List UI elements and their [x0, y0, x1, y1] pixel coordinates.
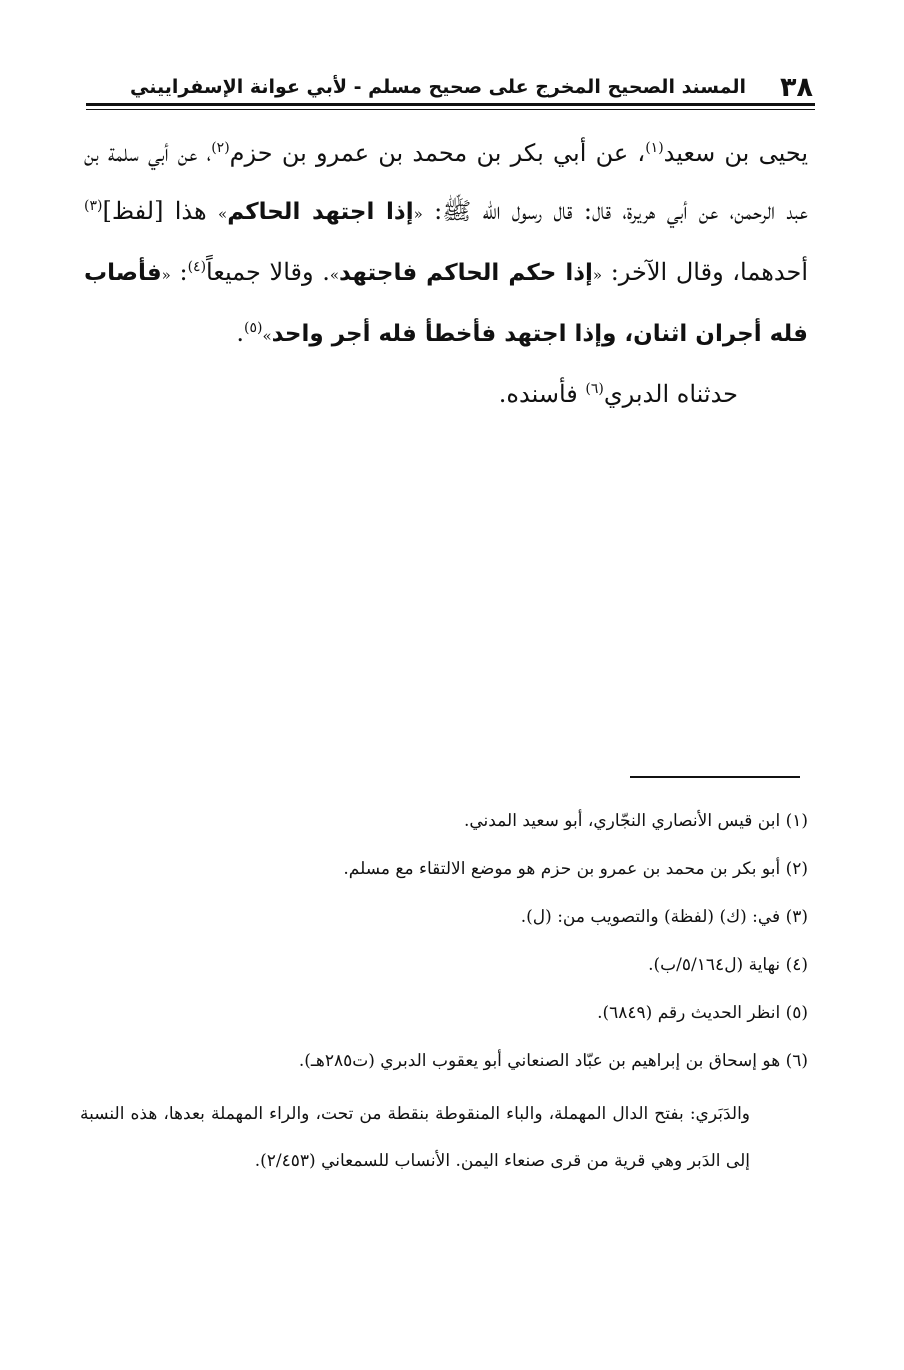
quote-open: « [592, 266, 603, 284]
footnote-ref: (٢) [211, 140, 230, 156]
header-rule-thin [86, 109, 815, 110]
text-segment: أحدهما، وقال الآخر: [602, 258, 808, 286]
isnad-paragraph [84, 365, 808, 423]
text-segment: هذا [لفظ] [102, 197, 218, 225]
footnotes [80, 797, 808, 1185]
page-header [88, 72, 813, 102]
footnote-ref: (٦) [585, 381, 604, 397]
text-segment: يحيى بن سعيد [663, 139, 808, 167]
footnote-2: (٢) أبو بكر بن محمد بن عمرو بن حزم هو موضع الالتقاء مع مسلم. [343, 859, 808, 879]
footnote-separator [630, 776, 800, 778]
footnote-4: (٤) نهاية (ل٥/١٦٤/ب). [648, 955, 808, 975]
text-segment: . وقالا جميعاً [206, 258, 330, 286]
footnote-6-continuation: والدَبَري: بفتح الدال المهملة، والباء المنقوطة بنقطة من تحت، والراء المهملة بعدها، هذه النسبة إلى الدَبر وهي قرية من قرى صنعاء اليمن. الأنساب للسمعاني (٢/٤٥٣). [80, 1104, 750, 1171]
running-title: المسند الصحيح المخرج على صحيح مسلم - لأبي عوانة الإسفراييني [130, 76, 747, 98]
text-segment: : [170, 258, 188, 286]
quote-open: « [413, 205, 423, 223]
header-rule-thick [86, 103, 815, 106]
text-segment: . [236, 319, 244, 347]
footnote-ref: (٥) [243, 320, 263, 336]
text-segment: ، عن أبي بكر بن محمد بن عمرو بن حزم [229, 139, 646, 167]
text-segment: فأسنده. [498, 380, 586, 408]
main-text [84, 124, 808, 423]
text-segment: ، عن أبي سلمة بن عبد الرحمن، عن أبي هريرة، قال: قال رسول الله ﷺ: [84, 139, 809, 225]
footnote-ref: (٤) [187, 259, 207, 275]
quote-close: » [262, 327, 272, 345]
hadith-paragraph [84, 124, 808, 365]
quote-close: » [218, 205, 228, 223]
hadith-matn-bold: إذا حكم الحاكم فاجتهد [339, 260, 593, 286]
footnote-ref: (١) [645, 140, 664, 156]
footnote-ref: (٣) [84, 198, 103, 214]
quote-open: « [161, 266, 171, 284]
page-number: ٣٨ [780, 71, 813, 103]
text-segment: حدثناه الدبري [603, 380, 738, 408]
footnote-1: (١) ابن قيس الأنصاري النجّاري، أبو سعيد المدني. [463, 811, 808, 831]
hadith-matn-bold: فأصاب فله أجران اثنان، وإذا اجتهد فأخطأ فله أجر واحد [84, 260, 808, 347]
quote-close: » [329, 266, 340, 284]
footnote-3: (٣) في: (ك) (لفظة) والتصويب من: (ل). [520, 907, 808, 927]
footnote-6: (٦) هو إسحاق بن إبراهيم بن عبّاد الصنعاني أبو يعقوب الدبري (ت٢٨٥هـ). [298, 1051, 808, 1071]
footnote-5: (٥) انظر الحديث رقم (٦٨٤٩). [597, 1003, 808, 1023]
hadith-matn-bold: إذا اجتهد الحاكم [227, 199, 414, 225]
